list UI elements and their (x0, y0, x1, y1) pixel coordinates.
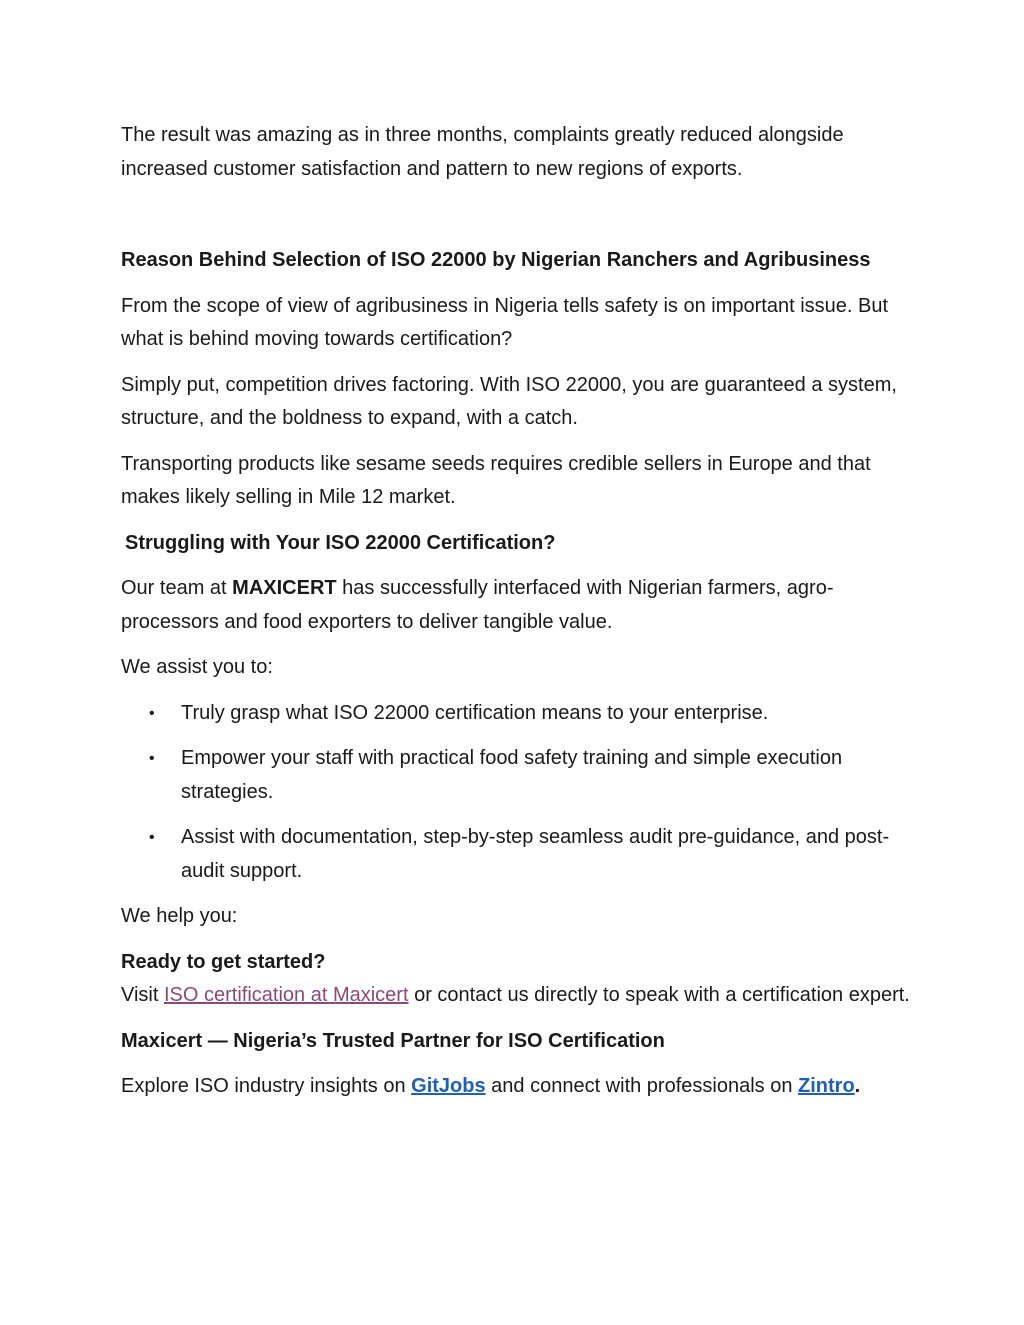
paragraph-team (121, 572, 914, 639)
section-heading-reason: Reason Behind Selection of ISO 22000 by Nigerian Ranchers and Agribusiness (121, 249, 871, 271)
list-item-text: Empower your staff with practical food safety training and simple execution strategies. (181, 747, 843, 803)
assist-intro: We assist you to: (121, 656, 273, 678)
paragraph-scope: From the scope of view of agribusiness in Nigeria tells safety is on important issue. But what is behind moving towards certification? (121, 294, 889, 350)
visit-suffix: or contact us directly to speak with a certification expert. (408, 984, 910, 1006)
brand-name: MAXICERT (232, 577, 337, 599)
list-item-text: Assist with documentation, step-by-step seamless audit pre-guidance, and post-audit support. (181, 826, 890, 882)
bullet-icon: • (149, 829, 155, 846)
list-item (121, 742, 914, 809)
team-suffix: has successfully interfaced with Nigerian farmers, agro-processors and food exporters to deliver tangible value. (121, 577, 834, 633)
maxicert-link[interactable]: ISO certification at Maxicert (163, 984, 409, 1006)
paragraph-competition: Simply put, competition drives factoring. With ISO 22000, you are guaranteed a system, structure, and the boldness to expand, with a catch. (121, 373, 897, 429)
paragraph-transporting: Transporting products like sesame seeds requires credible sellers in Europe and that makes likely selling in Mile 12 market. (121, 452, 871, 508)
cta-paragraph (121, 979, 914, 1013)
list-item (121, 697, 914, 731)
gitjobs-link[interactable]: GitJobs (411, 1075, 486, 1097)
explore-middle: and connect with professionals on (485, 1075, 799, 1097)
cta-heading: Ready to get started? (121, 950, 326, 973)
explore-end: . (854, 1075, 861, 1097)
explore-paragraph (121, 1070, 914, 1104)
team-prefix: Our team at (121, 577, 233, 599)
assist-list (121, 697, 914, 889)
list-item-text: Truly grasp what ISO 22000 certification means to your enterprise. (181, 701, 769, 724)
section-heading-struggling: Struggling with Your ISO 22000 Certification? (125, 531, 556, 554)
explore-prefix: Explore ISO industry insights on (121, 1075, 412, 1097)
help-intro: We help you: (121, 905, 238, 927)
visit-prefix: Visit (121, 984, 164, 1006)
tagline: Maxicert — Nigeria’s Trusted Partner for ISO Certification (121, 1029, 665, 1052)
list-item (121, 821, 914, 888)
zintro-link[interactable]: Zintro (798, 1075, 855, 1097)
bullet-icon: • (149, 750, 155, 767)
intro-paragraph: The result was amazing as in three months, complaints greatly reduced alongside increased customer satisfaction and pattern to new regions of exports. (121, 124, 844, 180)
bullet-icon: • (149, 704, 155, 722)
